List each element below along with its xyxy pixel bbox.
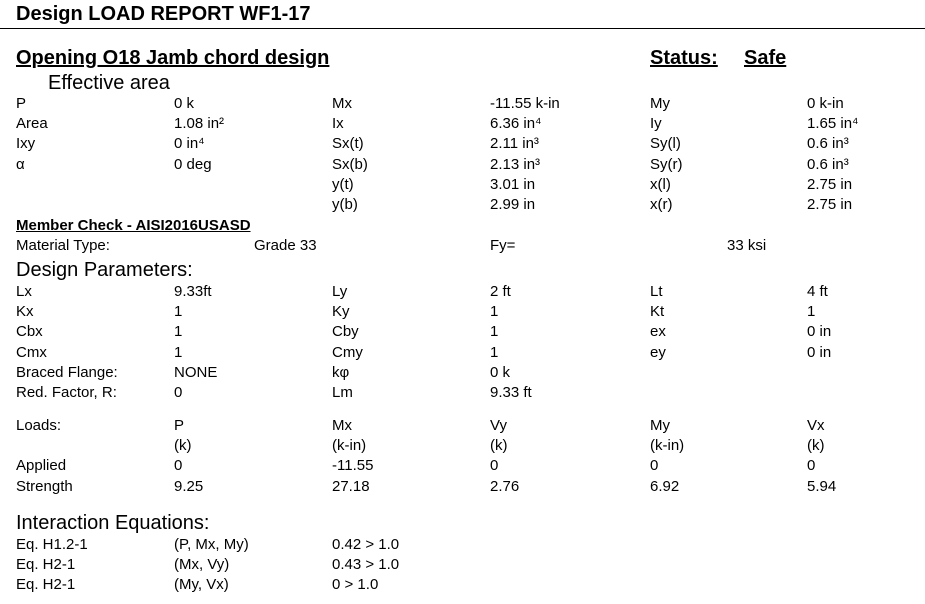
design-param-cell: 1 <box>174 343 183 361</box>
effective-area-cell: Sx(t) <box>332 135 364 153</box>
effective-area-cell: α <box>16 155 25 173</box>
design-params-heading: Design Parameters: <box>16 259 193 281</box>
design-param-cell: Braced Flange: <box>16 363 118 381</box>
load-cell: 0 <box>807 457 816 475</box>
design-param-cell: kφ <box>332 363 350 381</box>
design-param-cell: Cby <box>332 323 359 341</box>
load-cell: 9.25 <box>174 477 204 495</box>
status-value: Safe <box>744 47 787 69</box>
load-cell: Vx <box>807 417 825 434</box>
design-param-cell: 0 in <box>807 323 832 341</box>
effective-area-cell: P <box>16 95 27 112</box>
effective-area-cell: 0 in⁴ <box>174 135 205 153</box>
design-param-cell: 1 <box>490 343 499 361</box>
effective-area-cell: x(l) <box>650 175 671 193</box>
load-cell: Mx <box>332 417 352 434</box>
design-param-cell: NONE <box>174 363 218 381</box>
design-param-cell: Red. Factor, R: <box>16 384 117 401</box>
material-type-label: Material Type: <box>16 237 110 254</box>
interaction-cell: (Mx, Vy) <box>174 556 230 573</box>
effective-area-cell: 0 k-in <box>807 95 844 112</box>
interaction-cell: Eq. H2-1 <box>16 576 76 593</box>
title-divider <box>0 28 925 29</box>
effective-area-cell: 1.65 in⁴ <box>807 115 859 133</box>
design-param-cell: Lx <box>16 283 32 300</box>
section-title: Opening O18 Jamb chord design <box>16 47 330 69</box>
effective-area-cell: -11.55 k-in <box>490 95 560 112</box>
load-cell: (k-in) <box>650 437 685 455</box>
load-cell: (k) <box>174 437 192 455</box>
effective-area-cell: 1.08 in² <box>174 115 225 133</box>
interaction-heading: Interaction Equations: <box>16 512 210 534</box>
design-param-cell: ey <box>650 343 666 361</box>
design-param-cell: Ky <box>332 303 350 321</box>
effective-area-cell: y(t) <box>332 175 354 193</box>
design-param-cell: Cbx <box>16 323 43 341</box>
load-cell: 6.92 <box>650 477 680 495</box>
design-param-cell: Lt <box>650 283 663 300</box>
effective-area-cell: x(r) <box>650 196 673 213</box>
effective-area-cell: 0.6 in³ <box>807 155 849 173</box>
design-param-cell: 0 <box>174 384 183 401</box>
load-cell: 2.76 <box>490 477 520 495</box>
effective-area-cell: Ixy <box>16 135 36 153</box>
effective-area-heading: Effective area <box>48 72 170 94</box>
design-param-cell: 1 <box>490 303 499 321</box>
load-cell: Strength <box>16 477 73 495</box>
design-param-cell: 1 <box>174 303 183 321</box>
interaction-cell: 0 > 1.0 <box>332 576 379 593</box>
load-cell: Applied <box>16 457 67 475</box>
effective-area-cell: Sy(r) <box>650 155 683 173</box>
interaction-cell: 0.42 > 1.0 <box>332 536 400 553</box>
design-param-cell: 9.33ft <box>174 283 212 300</box>
effective-area-cell: Mx <box>332 95 352 112</box>
load-cell: 0 <box>490 457 499 475</box>
interaction-cell: Eq. H2-1 <box>16 556 76 573</box>
design-param-cell: 1 <box>490 323 499 341</box>
effective-area-cell: Ix <box>332 115 344 133</box>
member-check-title: Member Check - AISI2016USASD <box>16 217 251 234</box>
interaction-cell: (My, Vx) <box>174 576 229 593</box>
load-cell: P <box>174 417 185 434</box>
design-param-cell: 0 in <box>807 343 832 361</box>
load-cell: My <box>650 417 670 434</box>
effective-area-cell: 2.99 in <box>490 196 536 213</box>
fy-value: 33 ksi <box>727 237 767 254</box>
effective-area-cell: Sx(b) <box>332 155 368 173</box>
effective-area-cell: y(b) <box>332 196 358 213</box>
design-param-cell: 4 ft <box>807 283 828 300</box>
report-title: Design LOAD REPORT WF1-17 <box>16 3 311 25</box>
interaction-cell: Eq. H1.2-1 <box>16 536 88 553</box>
design-param-cell: Cmy <box>332 343 363 361</box>
load-cell: -11.55 <box>332 457 374 475</box>
design-param-cell: Ly <box>332 283 348 300</box>
design-param-cell: Kx <box>16 303 34 321</box>
effective-area-cell: 0 k <box>174 95 195 112</box>
design-param-cell: 9.33 ft <box>490 384 532 401</box>
interaction-cell: (P, Mx, My) <box>174 536 249 553</box>
load-cell: Vy <box>490 417 507 434</box>
status-label: Status: <box>650 47 718 69</box>
design-param-cell: Cmx <box>16 343 47 361</box>
load-cell: 0 <box>650 457 659 475</box>
fy-label: Fy= <box>490 237 516 254</box>
design-param-cell: ex <box>650 323 666 341</box>
effective-area-cell: 6.36 in⁴ <box>490 115 542 133</box>
load-cell: 5.94 <box>807 477 837 495</box>
design-param-cell: 2 ft <box>490 283 511 300</box>
load-cell: 0 <box>174 457 183 475</box>
load-cell: (k) <box>807 437 825 455</box>
design-param-cell: Kt <box>650 303 665 321</box>
design-param-cell: 1 <box>807 303 816 321</box>
material-type-value: Grade 33 <box>254 237 317 254</box>
effective-area-cell: My <box>650 95 670 112</box>
effective-area-cell: 2.75 in <box>807 175 853 193</box>
load-cell: Loads: <box>16 417 62 434</box>
design-param-cell: 0 k <box>490 363 511 381</box>
effective-area-cell: 0 deg <box>174 155 212 173</box>
effective-area-cell: 3.01 in <box>490 175 536 193</box>
effective-area-cell: 2.13 in³ <box>490 155 541 173</box>
load-cell: (k-in) <box>332 437 367 455</box>
load-cell: 27.18 <box>332 477 370 495</box>
design-param-cell: 1 <box>174 323 183 341</box>
effective-area-cell: 2.75 in <box>807 196 853 213</box>
effective-area-cell: 2.11 in³ <box>490 135 539 153</box>
effective-area-cell: Iy <box>650 115 662 133</box>
effective-area-cell: Sy(l) <box>650 135 681 153</box>
effective-area-cell: 0.6 in³ <box>807 135 849 153</box>
load-cell: (k) <box>490 437 508 455</box>
interaction-cell: 0.43 > 1.0 <box>332 556 400 573</box>
design-param-cell: Lm <box>332 384 353 401</box>
effective-area-cell: Area <box>16 115 48 133</box>
